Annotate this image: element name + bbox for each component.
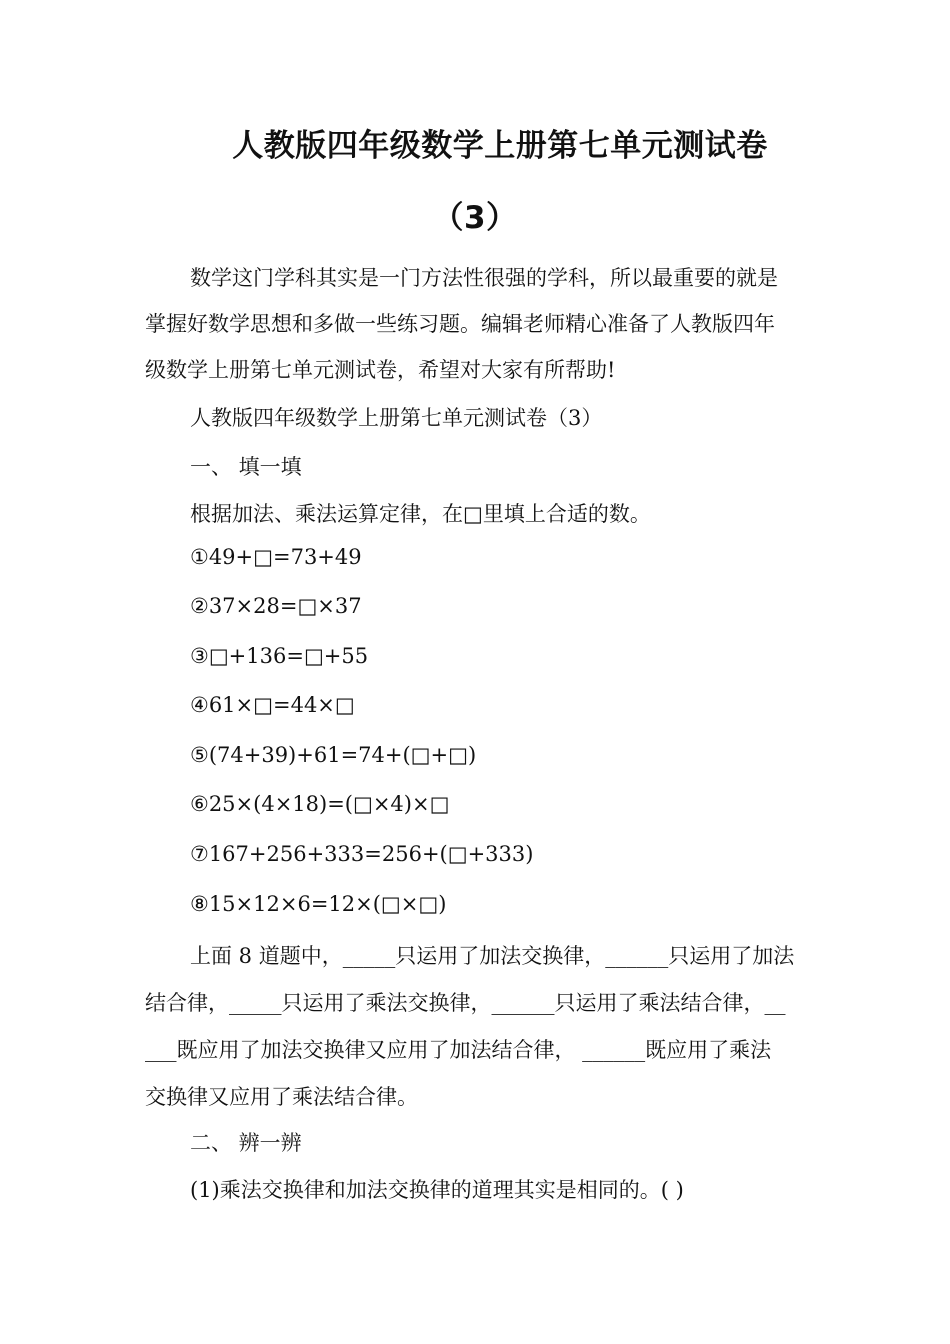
intro-line-2: 掌握好数学思想和多做一些练习题。编辑老师精心准备了人教版四年 xyxy=(145,312,775,336)
document-title: 人教版四年级数学上册第七单元测试卷 xyxy=(232,128,768,164)
exercise-item: ⑦167+256+333=256+(□+333) xyxy=(190,842,534,866)
judgement-item: (1)乘法交换律和加法交换律的道理其实是相同的。( ) xyxy=(190,1178,684,1202)
exercise-item: ④61×□=44×□ xyxy=(190,693,355,717)
exercise-item: ⑥25×(4×18)=(□×4)×□ xyxy=(190,792,450,816)
intro-line-3: 级数学上册第七单元测试卷，希望对大家有所帮助! xyxy=(145,358,616,382)
section-2-heading: 二、 辨一辨 xyxy=(190,1131,302,1155)
document-title-number: （3） xyxy=(432,200,518,236)
summary-line-1: 上面 8 道题中，_____只运用了加法交换律，______只运用了加法 xyxy=(190,944,795,968)
exercise-item: ②37×28=□×37 xyxy=(190,594,362,618)
summary-line-3: ___既应用了加法交换律又应用了加法结合律， ______既应用了乘法 xyxy=(145,1038,772,1062)
exercise-item: ⑤(74+39)+61=74+(□+□) xyxy=(190,743,477,767)
subtitle: 人教版四年级数学上册第七单元测试卷（3） xyxy=(190,406,603,430)
intro-line-1: 数学这门学科其实是一门方法性很强的学科，所以最重要的就是 xyxy=(190,266,778,290)
exercise-item: ①49+□=73+49 xyxy=(190,545,362,569)
summary-line-4: 交换律又应用了乘法结合律。 xyxy=(145,1085,418,1109)
summary-line-2: 结合律，_____只运用了乘法交换律，______只运用了乘法结合律，__ xyxy=(145,991,786,1015)
section-1-heading: 一、 填一填 xyxy=(190,455,302,479)
exercise-item: ③□+136=□+55 xyxy=(190,644,369,668)
exercise-item: ⑧15×12×6=12×(□×□) xyxy=(190,892,447,916)
section-1-instruction: 根据加法、乘法运算定律，在□里填上合适的数。 xyxy=(190,502,651,526)
